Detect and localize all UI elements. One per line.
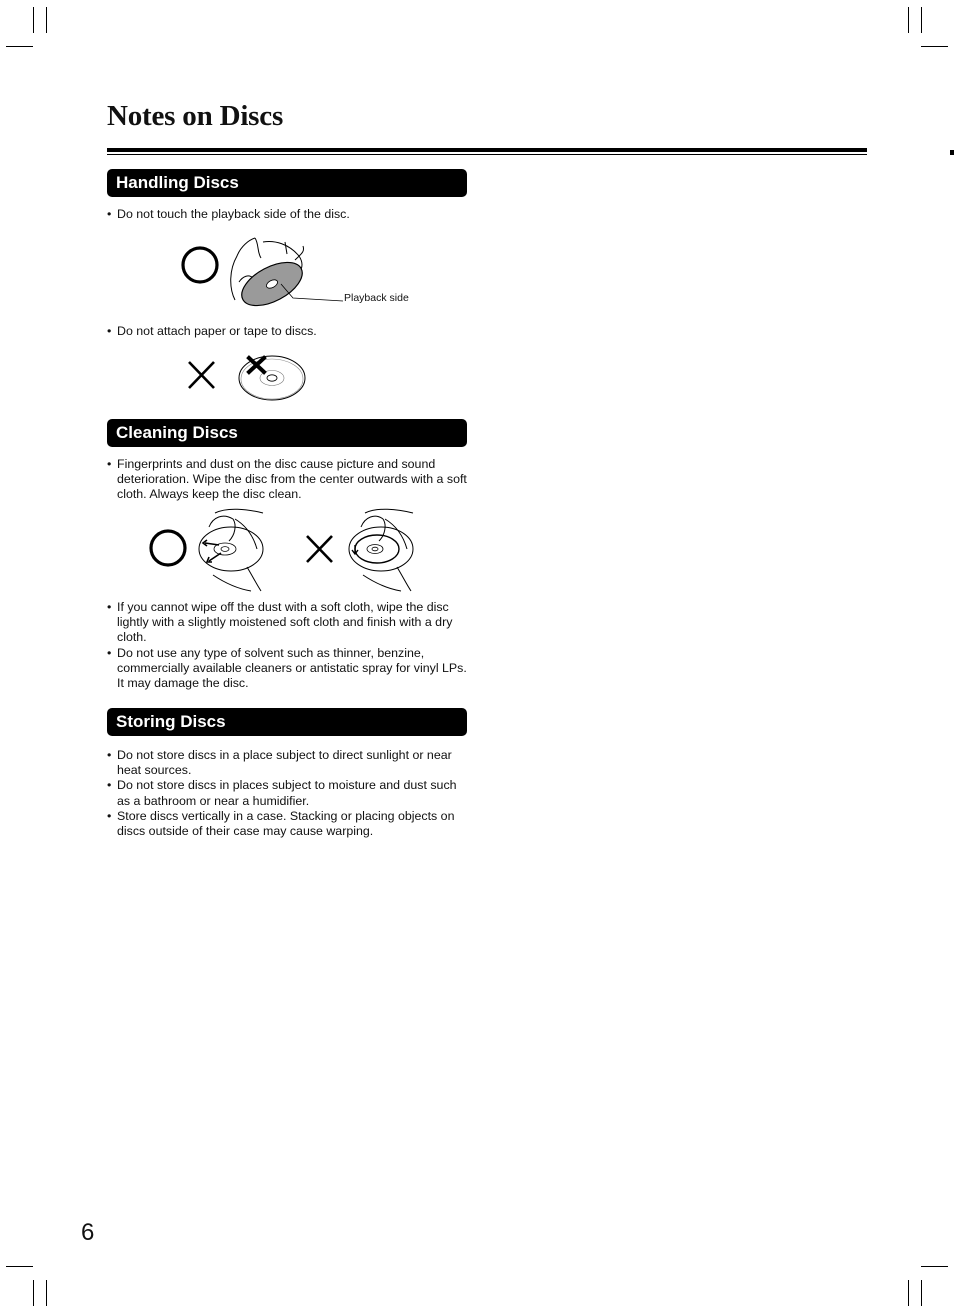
wipe-outward-disc-icon bbox=[199, 509, 263, 591]
disc-with-tape-icon bbox=[239, 356, 305, 400]
circle-ok-icon bbox=[151, 531, 185, 565]
circle-ok-icon bbox=[183, 248, 217, 282]
playback-side-label: Playback side bbox=[344, 292, 409, 304]
page-number: 6 bbox=[81, 1219, 95, 1246]
list-item: • If you cannot wipe off the dust with a soft cloth, wipe the disc lightly with a slightly moistened soft cloth and finish with a dry cloth. bbox=[107, 600, 469, 646]
list-item: • Do not store discs in places subject to moisture and dust such as a bathroom or near a humidifier. bbox=[107, 778, 469, 808]
section-heading-storing: Storing Discs bbox=[107, 708, 467, 736]
section-heading-cleaning: Cleaning Discs bbox=[107, 419, 467, 447]
wipe-circular-disc-icon bbox=[349, 509, 413, 591]
cleaning-bullets-2 bbox=[107, 600, 469, 691]
list-item: • Do not attach paper or tape to discs. bbox=[107, 324, 469, 339]
edge-mark bbox=[950, 150, 954, 155]
list-item: • Do not use any type of solvent such as thinner, benzine, commercially available cleaners or antistatic spray for vinyl LPs. It may damage the disc. bbox=[107, 646, 469, 692]
cross-ng-icon bbox=[307, 536, 332, 562]
section-heading-handling: Handling Discs bbox=[107, 169, 467, 197]
handling-bullets-1 bbox=[107, 207, 469, 222]
cleaning-bullets-1 bbox=[107, 457, 469, 503]
title-rule-thin bbox=[107, 154, 867, 155]
list-item: • Fingerprints and dust on the disc cause picture and sound deterioration. Wipe the disc from the center outwards with a soft cloth. Always keep the disc clean. bbox=[107, 457, 469, 503]
handling-bullets-2 bbox=[107, 324, 469, 339]
hand-holding-disc-icon bbox=[231, 238, 343, 312]
cross-ng-icon bbox=[189, 362, 214, 388]
list-item: • Do not store discs in a place subject to direct sunlight or near heat sources. bbox=[107, 748, 469, 778]
handling-disc-illustration bbox=[175, 232, 355, 312]
list-item: • Store discs vertically in a case. Stacking or placing objects on discs outside of their case may cause warping. bbox=[107, 809, 469, 839]
tape-disc-illustration bbox=[180, 350, 310, 405]
storing-bullets bbox=[107, 748, 469, 839]
title-rule-thick bbox=[107, 148, 867, 152]
cleaning-illustration bbox=[143, 505, 423, 595]
list-item: • Do not touch the playback side of the disc. bbox=[107, 207, 469, 222]
page-title: Notes on Discs bbox=[107, 100, 284, 132]
